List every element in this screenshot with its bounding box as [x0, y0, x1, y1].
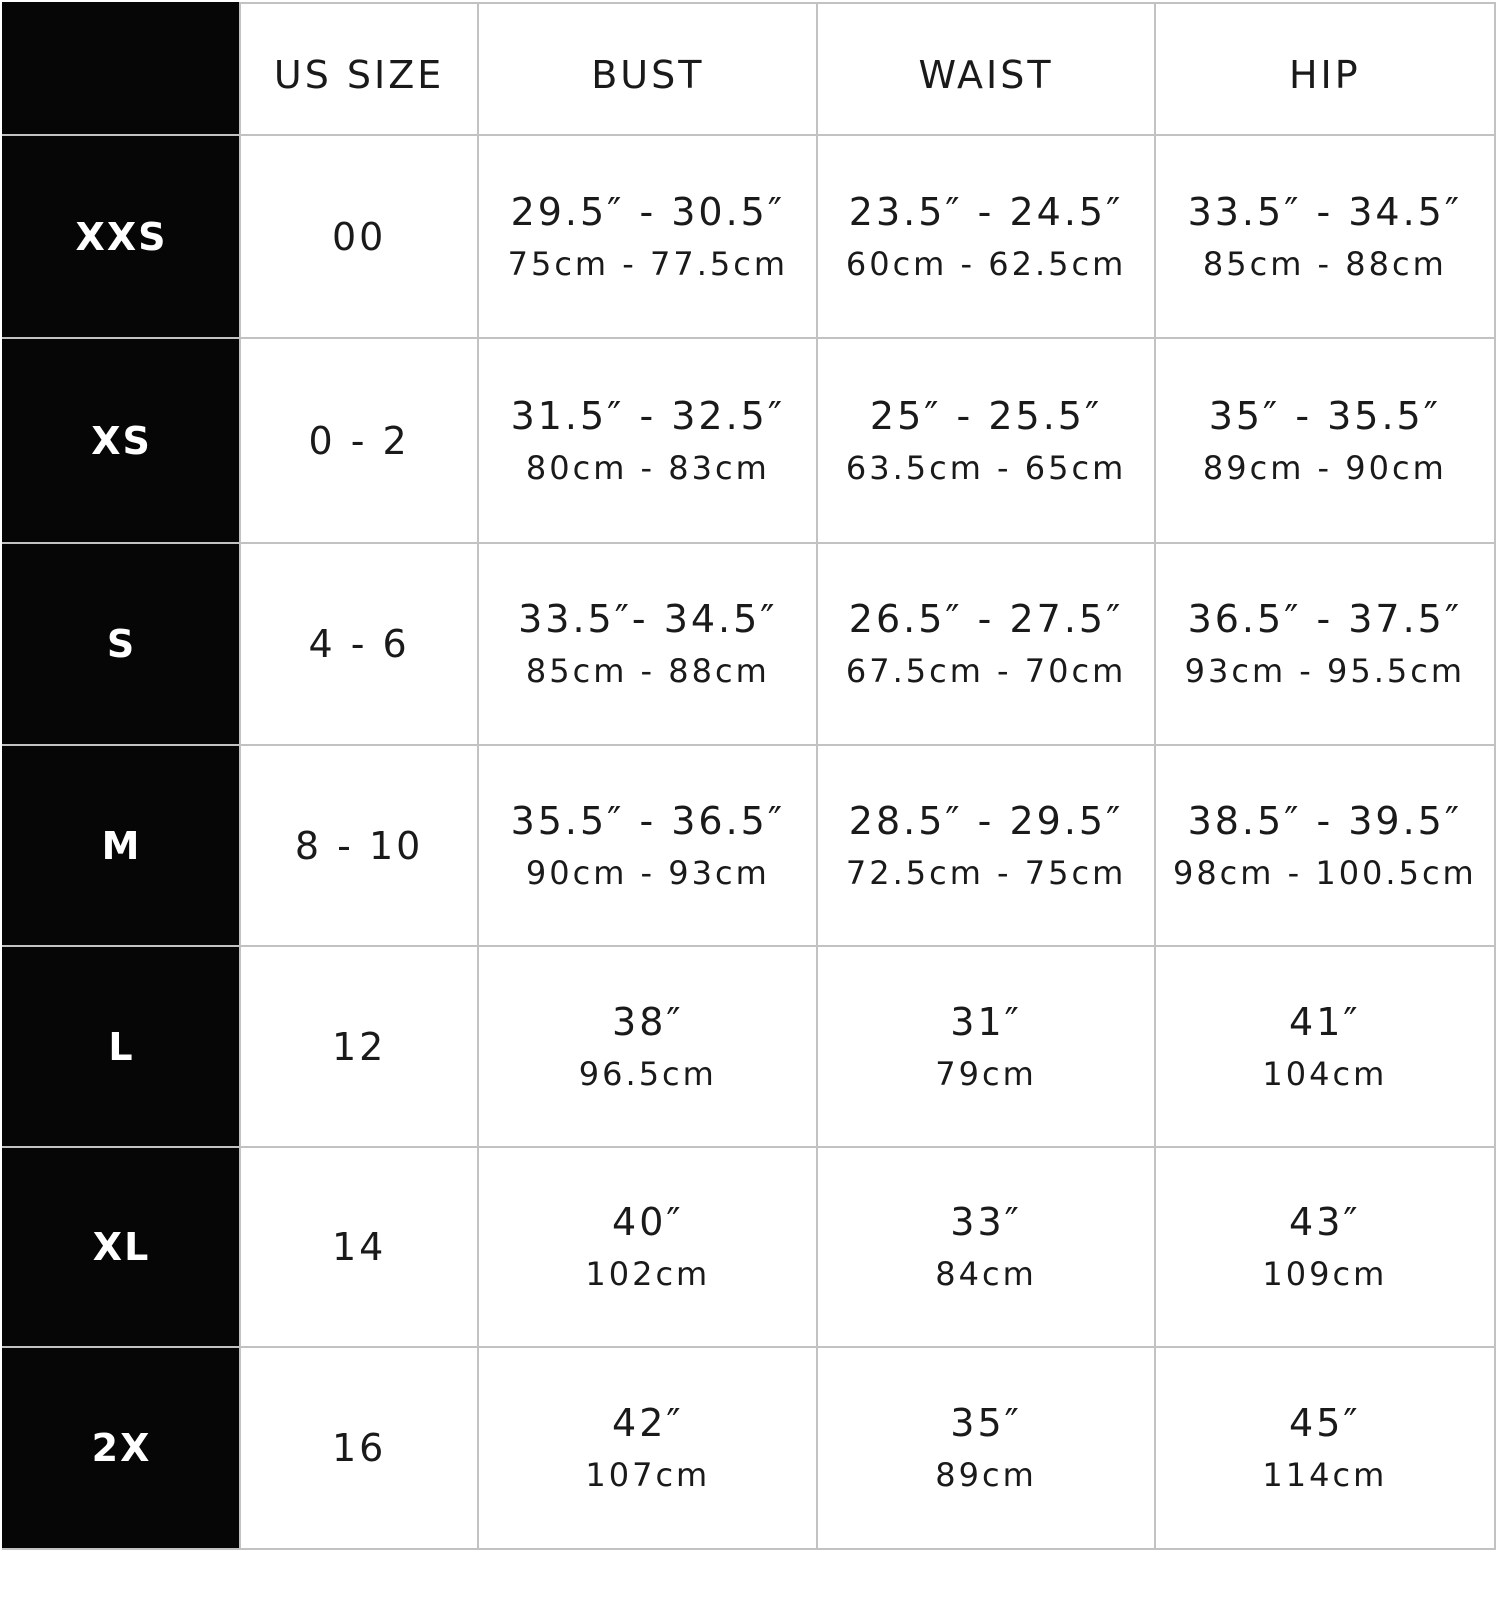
bust-cm: 102cm [585, 1255, 711, 1293]
bust-cm: 90cm - 93cm [525, 853, 770, 892]
hip-inches: 35″ - 35.5″ [1208, 393, 1441, 438]
bust-cell [478, 745, 817, 946]
size-chart-table [2, 2, 1496, 1550]
bust-inches: 29.5″ - 30.5″ [510, 189, 786, 234]
waist-cm: 79cm [935, 1054, 1037, 1093]
hip-cell [1155, 135, 1495, 338]
waist-cm: 84cm [935, 1255, 1037, 1293]
bust-cell [478, 543, 817, 745]
hip-cm: 93cm - 95.5cm [1184, 652, 1466, 690]
bust-inches: 35.5″ - 36.5″ [510, 798, 786, 843]
bust-cell [478, 338, 817, 543]
hip-inches: 43″ [1289, 1200, 1361, 1244]
waist-cm: 63.5cm - 65cm [845, 448, 1127, 487]
table-row [3, 745, 1495, 946]
header-row [3, 3, 1495, 135]
waist-cm: 72.5cm - 75cm [845, 853, 1127, 892]
us-size-cell: 0 - 2 [240, 338, 478, 543]
waist-cm: 67.5cm - 70cm [845, 652, 1127, 690]
waist-cell [817, 135, 1154, 338]
hip-cell [1155, 946, 1495, 1147]
us-size-cell: 14 [240, 1147, 478, 1347]
us-size-cell: 12 [240, 946, 478, 1147]
waist-cm: 60cm - 62.5cm [845, 244, 1127, 283]
size-label: L [3, 946, 240, 1147]
waist-inches: 31″ [950, 999, 1022, 1044]
waist-inches: 26.5″ - 27.5″ [848, 597, 1124, 641]
waist-cm: 89cm [935, 1456, 1037, 1494]
hip-cm: 98cm - 100.5cm [1172, 853, 1477, 892]
bust-cell [478, 946, 817, 1147]
hip-inches: 38.5″ - 39.5″ [1187, 798, 1463, 843]
hip-cm: 85cm - 88cm [1202, 244, 1447, 283]
size-label: XS [3, 338, 240, 543]
table-row [3, 946, 1495, 1147]
waist-inches: 25″ - 25.5″ [869, 393, 1103, 438]
bust-inches: 33.5″- 34.5″ [518, 597, 778, 641]
hip-inches: 36.5″ - 37.5″ [1187, 597, 1463, 641]
table-row [3, 543, 1495, 745]
bust-inches: 42″ [612, 1401, 684, 1445]
waist-cell [817, 946, 1154, 1147]
size-label: S [3, 543, 240, 745]
header-hip: HIP [1155, 3, 1495, 135]
bust-cm: 107cm [585, 1456, 711, 1494]
us-size-cell: 16 [240, 1347, 478, 1549]
table-row [3, 1147, 1495, 1347]
hip-cell [1155, 338, 1495, 543]
bust-inches: 38″ [612, 999, 684, 1044]
size-label: XXS [3, 135, 240, 338]
bust-cm: 75cm - 77.5cm [507, 244, 788, 283]
bust-inches: 31.5″ - 32.5″ [510, 393, 786, 438]
header-waist: WAIST [817, 3, 1154, 135]
hip-cell [1155, 745, 1495, 946]
hip-cm: 104cm [1262, 1054, 1388, 1093]
bust-cell [478, 135, 817, 338]
size-label: 2X [3, 1347, 240, 1549]
hip-cell [1155, 1147, 1495, 1347]
us-size-cell: 8 - 10 [240, 745, 478, 946]
us-size-cell: 00 [240, 135, 478, 338]
bust-cell [478, 1347, 817, 1549]
hip-inches: 41″ [1289, 999, 1361, 1044]
bust-inches: 40″ [612, 1200, 684, 1244]
size-label: M [3, 745, 240, 946]
waist-inches: 23.5″ - 24.5″ [848, 189, 1124, 234]
waist-cell [817, 745, 1154, 946]
hip-cm: 109cm [1262, 1255, 1388, 1293]
hip-cell [1155, 1347, 1495, 1549]
bust-cm: 96.5cm [578, 1054, 717, 1093]
hip-inches: 33.5″ - 34.5″ [1187, 189, 1463, 234]
corner-cell [3, 3, 240, 135]
waist-inches: 33″ [950, 1200, 1022, 1244]
table-row [3, 338, 1495, 543]
bust-cm: 80cm - 83cm [525, 448, 770, 487]
waist-cell [817, 543, 1154, 745]
waist-inches: 28.5″ - 29.5″ [848, 798, 1124, 843]
waist-cell [817, 338, 1154, 543]
waist-cell [817, 1147, 1154, 1347]
size-label: XL [3, 1147, 240, 1347]
bust-cm: 85cm - 88cm [525, 652, 770, 690]
hip-inches: 45″ [1289, 1401, 1361, 1445]
waist-cell [817, 1347, 1154, 1549]
bust-cell [478, 1147, 817, 1347]
us-size-cell: 4 - 6 [240, 543, 478, 745]
hip-cm: 114cm [1262, 1456, 1388, 1494]
header-bust: BUST [478, 3, 817, 135]
table-row [3, 1347, 1495, 1549]
table-row [3, 135, 1495, 338]
waist-inches: 35″ [950, 1401, 1022, 1445]
hip-cell [1155, 543, 1495, 745]
header-us-size: US SIZE [240, 3, 478, 135]
hip-cm: 89cm - 90cm [1202, 448, 1447, 487]
